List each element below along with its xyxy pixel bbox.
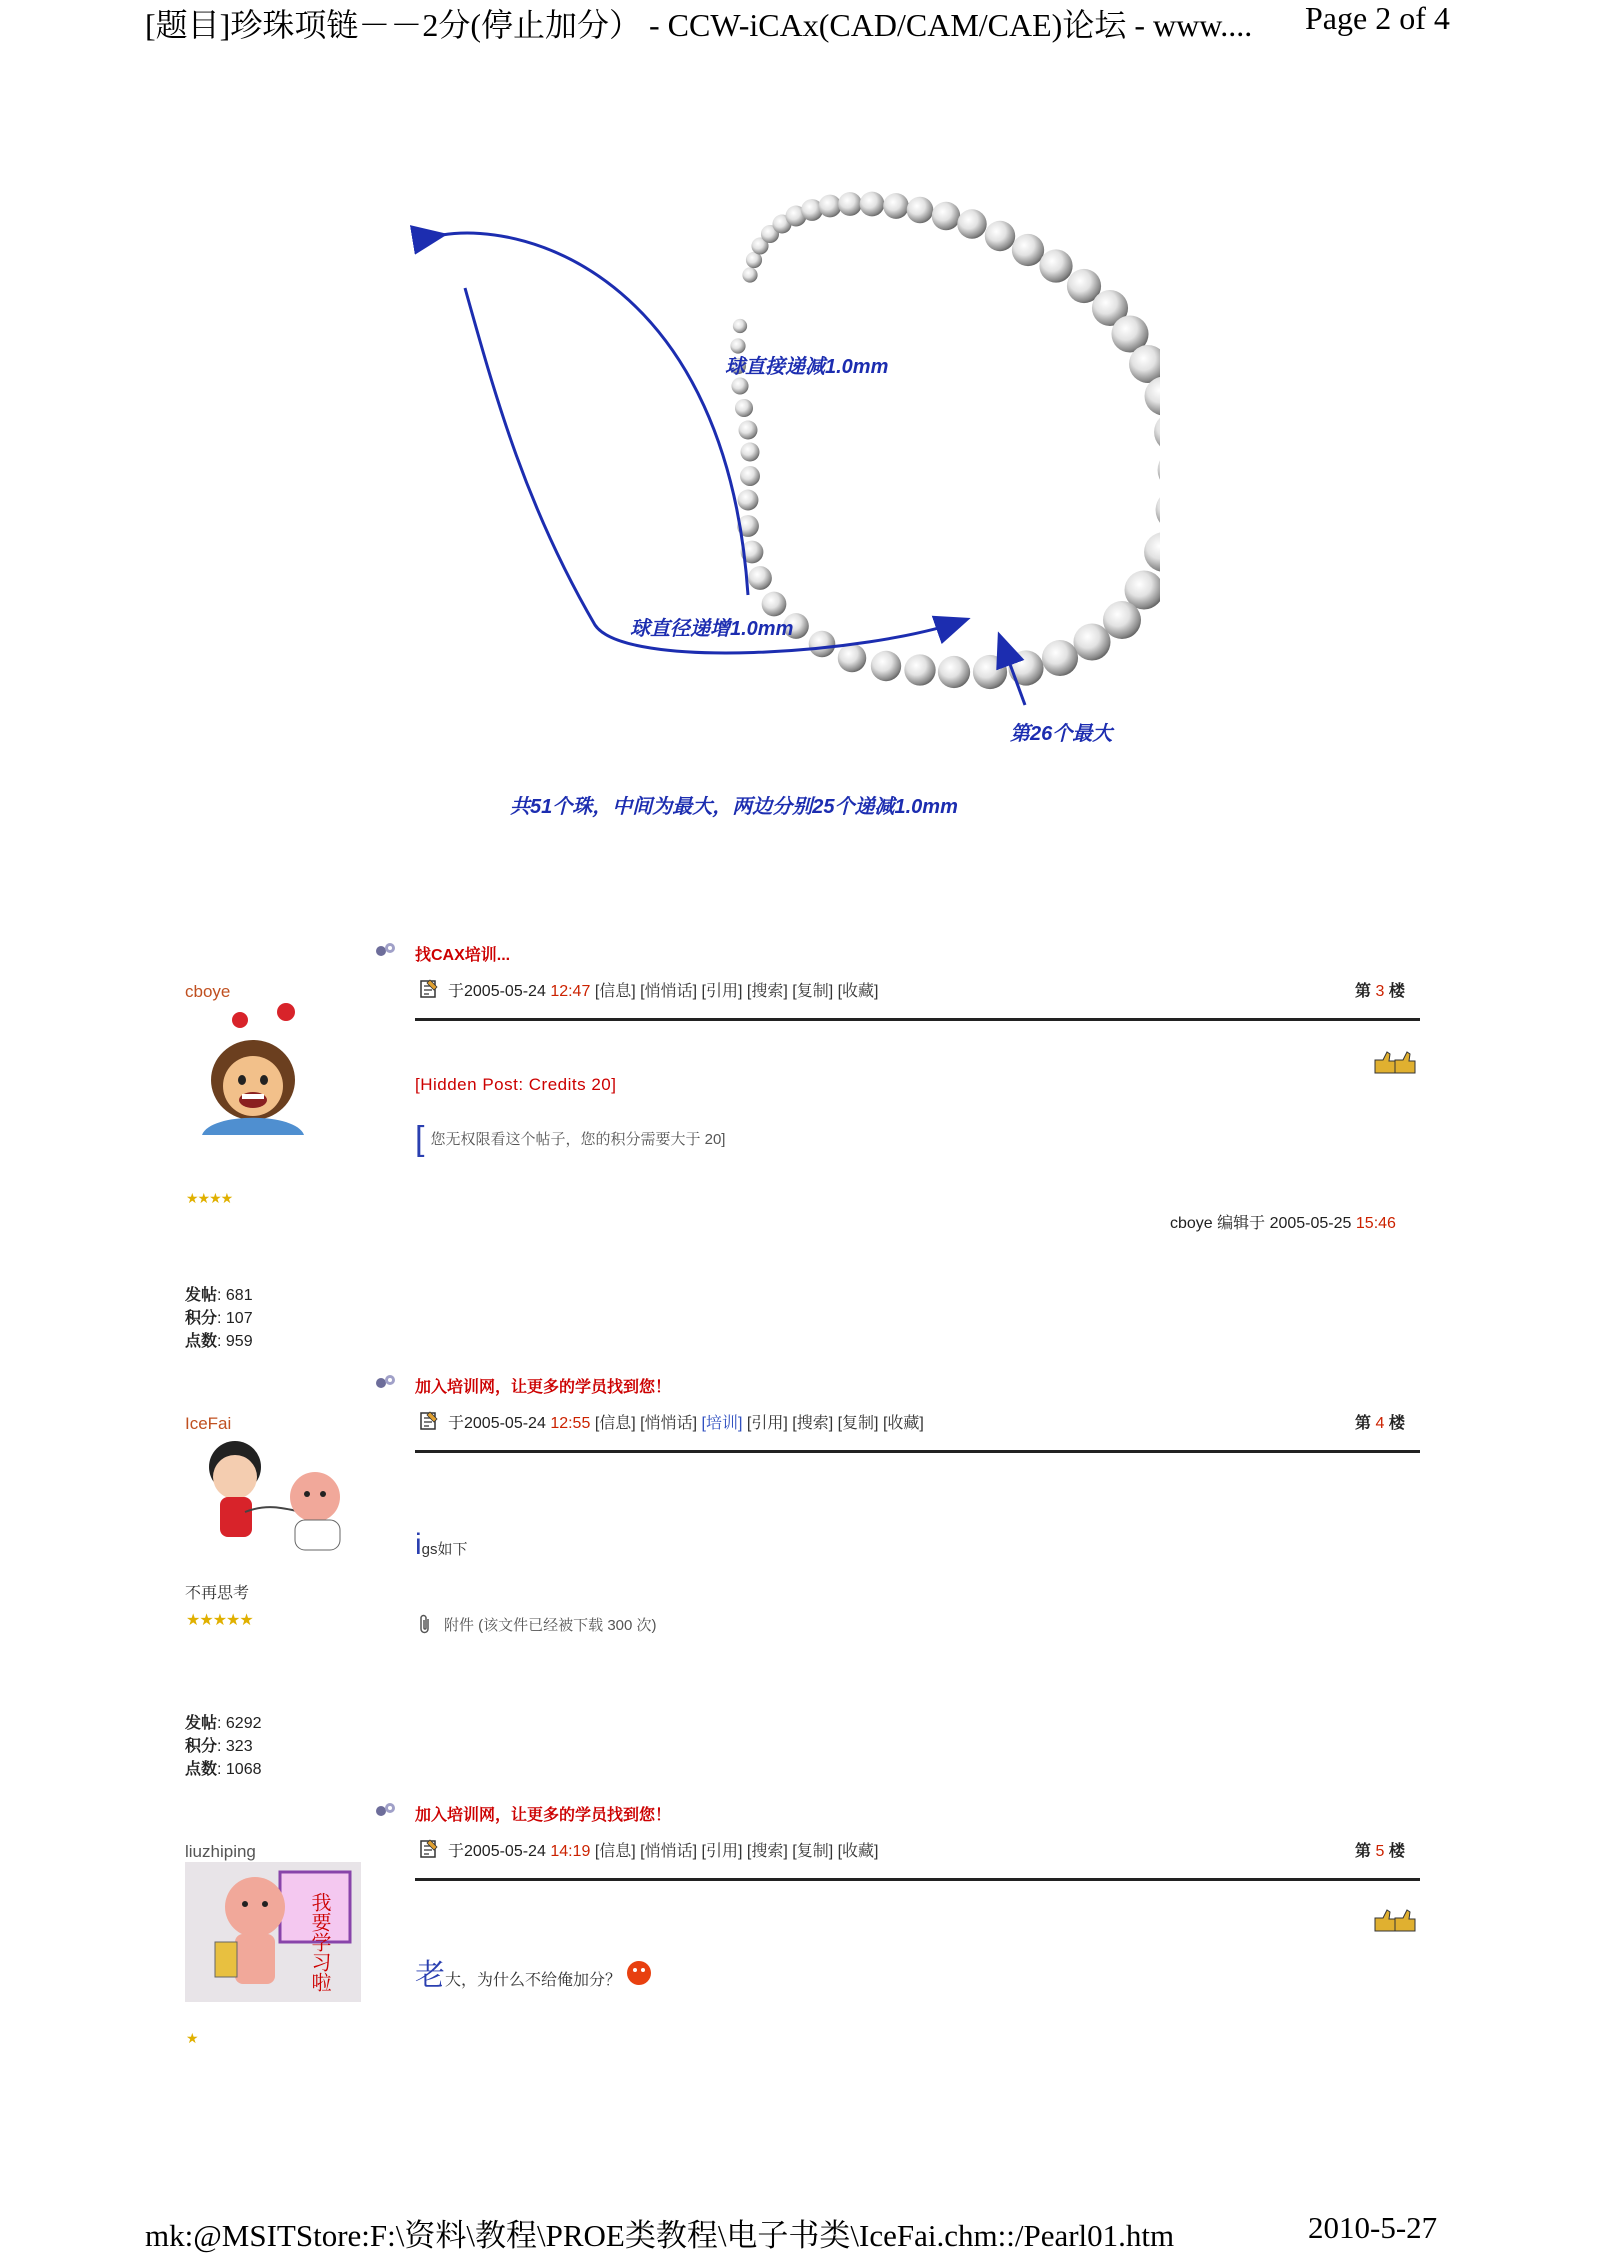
pearl-bead (809, 631, 836, 658)
avatar (190, 1432, 360, 1562)
avatar (185, 1862, 361, 2002)
pearl-bead (1073, 623, 1110, 660)
note-icon (420, 1838, 438, 1858)
arrow-top (442, 233, 748, 595)
pearl-bead (904, 654, 935, 685)
user-stats: 发帖: 681 积分: 107 点数: 959 (185, 1287, 253, 1350)
print-footer-date: 2010-5-27 (1308, 2210, 1438, 2245)
post-title[interactable]: 加入培训网，让更多的学员找到您！ (415, 1379, 672, 1396)
figure-caption: 共51个珠，中间为最大，两边分别25个递减1.0mm (510, 796, 958, 818)
pearl-beads (730, 192, 1160, 689)
rank-stars: ★ (186, 2030, 199, 2046)
pearl-bead (730, 338, 745, 353)
floor-number: 第 3 楼 (1355, 983, 1405, 1000)
hidden-post-message: [ 您无权限看这个帖子，您的积分需要大于 20] (415, 1120, 726, 1158)
post-title[interactable]: 加入培训网，让更多的学员找到您！ (415, 1807, 672, 1824)
attachment-info[interactable]: 附件 (该文件已经被下载 300 次) (418, 1613, 657, 1635)
post-content: 老大，为什么不给俺加分？ (415, 1950, 653, 1994)
edited-note: cboye 编辑于 2005-05-25 15:46 (1170, 1215, 1396, 1232)
post-action-link[interactable]: [收藏] (837, 1843, 879, 1860)
pearl-bead (748, 566, 772, 590)
pearl-bead (819, 195, 842, 218)
pearl-bead (985, 221, 1015, 251)
post-action-link[interactable]: [收藏] (882, 1415, 924, 1432)
rank-stars: ★★★★★ (186, 1612, 253, 1629)
post-divider (415, 1450, 1420, 1453)
print-header (145, 0, 1450, 46)
pearl-bead (739, 421, 758, 440)
post-meta: 于2005-05-24 12:55 [信息] [悄悄话] [培训] [引用] [搜索] [复制] [收藏] (448, 1415, 924, 1432)
paperclip-icon (418, 1613, 432, 1635)
post-action-link[interactable]: [悄悄话] (640, 1415, 698, 1432)
username[interactable]: cboye (185, 982, 231, 1001)
post-action-link[interactable]: [复制] (792, 1843, 834, 1860)
avatar-text: 我要学习啦 (308, 1892, 332, 1992)
pearl-bead (1154, 412, 1160, 452)
print-footer (145, 2210, 1438, 2255)
floor-number: 第 4 楼 (1355, 1415, 1405, 1432)
post-title-icon (375, 1800, 397, 1818)
post-action-link[interactable]: [复制] (837, 1415, 879, 1432)
post-title[interactable]: 找CAX培训... (415, 947, 511, 964)
post-action-link[interactable]: [悄悄话] (640, 1843, 698, 1860)
pearl-bead (731, 377, 748, 394)
pearl-bead (762, 592, 787, 617)
label-26: 第26个最大 (1010, 723, 1113, 745)
post-action-link[interactable]: [引用] (746, 1415, 788, 1432)
pearl-bead (741, 443, 760, 462)
hidden-post-label: [Hidden Post: Credits 20] (415, 1075, 617, 1094)
pearl-bead (742, 267, 757, 282)
post-divider (415, 1878, 1420, 1881)
post-action-link[interactable]: [培训] (701, 1415, 743, 1432)
post-action-link[interactable]: [搜索] (792, 1415, 834, 1432)
post-actions (595, 983, 879, 1000)
post-title-icon (375, 940, 397, 958)
post-meta: 于2005-05-24 12:47 [信息] [悄悄话] [引用] [搜索] [复制] [收藏] (448, 983, 879, 1000)
thumbs-up-icon[interactable] (1372, 1908, 1418, 1934)
post-action-link[interactable]: [悄悄话] (640, 983, 698, 1000)
pearl-bead (838, 192, 862, 216)
username[interactable]: liuzhiping (185, 1842, 256, 1861)
pearl-bead (957, 209, 986, 238)
pearl-bead (1103, 601, 1141, 639)
username[interactable]: IceFai (185, 1414, 232, 1433)
floor-number: 第 5 楼 (1355, 1843, 1405, 1860)
print-header-title: [题目]珍珠项链－－2分(停止加分） - CCW-iCAx(CAD/CAM/CAE)论坛 - www.... (145, 7, 1253, 43)
user-signature: 不再思考 (185, 1585, 250, 1602)
user-stats: 发帖: 6292 积分: 323 点数: 1068 (185, 1715, 262, 1778)
rank-stars: ★★★★ (186, 1190, 233, 1206)
post-action-link[interactable]: [搜索] (746, 1843, 788, 1860)
pearl-bead (973, 655, 1007, 689)
avatar (190, 1000, 320, 1135)
pearl-bead (1144, 532, 1160, 572)
post-action-link[interactable]: [信息] (594, 1843, 636, 1860)
pearl-bead (932, 202, 961, 231)
label-top: 球直接递减1.0mm (725, 356, 889, 378)
post-action-link[interactable]: [收藏] (837, 983, 879, 1000)
post-title-icon (375, 1372, 397, 1390)
pearl-bead (907, 197, 934, 224)
thumbs-up-icon[interactable] (1372, 1050, 1418, 1076)
pearl-bead (883, 193, 909, 219)
print-footer-path: mk:@MSITStore:F:\资料\教程\PROE类教程\电子书类\IceFai.chm::/Pearl01.htm (145, 2218, 1175, 2253)
pearl-bead (738, 490, 759, 511)
post-action-link[interactable]: [复制] (792, 983, 834, 1000)
post-divider (415, 1018, 1420, 1021)
pearl-bead (733, 319, 747, 333)
post-meta: 于2005-05-24 14:19 [信息] [悄悄话] [引用] [搜索] [复制] [收藏] (448, 1843, 879, 1860)
post-action-link[interactable]: [搜索] (746, 983, 788, 1000)
pearl-necklace-figure (400, 170, 1160, 850)
pearl-bead (740, 466, 760, 486)
pearl-bead (871, 651, 901, 681)
pearl-bead (838, 644, 867, 673)
pearl-bead (1156, 490, 1160, 531)
post-actions (595, 1843, 879, 1860)
pearl-bead (1008, 650, 1043, 685)
label-bottom: 球直径递增1.0mm (630, 618, 794, 640)
post-content: igs如下 (415, 1528, 468, 1561)
pearl-bead (860, 192, 885, 217)
print-header-page: Page 2 of 4 (1305, 0, 1450, 36)
pearl-bead (1039, 249, 1072, 282)
post-action-link[interactable]: [引用] (701, 983, 743, 1000)
post-actions (595, 1415, 924, 1432)
note-icon (420, 1410, 438, 1430)
pearl-bead (1042, 640, 1078, 676)
post-action-link[interactable]: [信息] (594, 1415, 636, 1432)
pearl-bead (735, 399, 753, 417)
pearl-bead (1012, 234, 1044, 266)
pearl-bead (1158, 450, 1160, 491)
smiley-icon (625, 1959, 653, 1987)
pearl-bead (938, 656, 970, 688)
post-action-link[interactable]: [引用] (701, 1843, 743, 1860)
post-action-link[interactable]: [信息] (594, 983, 636, 1000)
arrow-bottom (465, 288, 965, 653)
note-icon (420, 978, 438, 998)
